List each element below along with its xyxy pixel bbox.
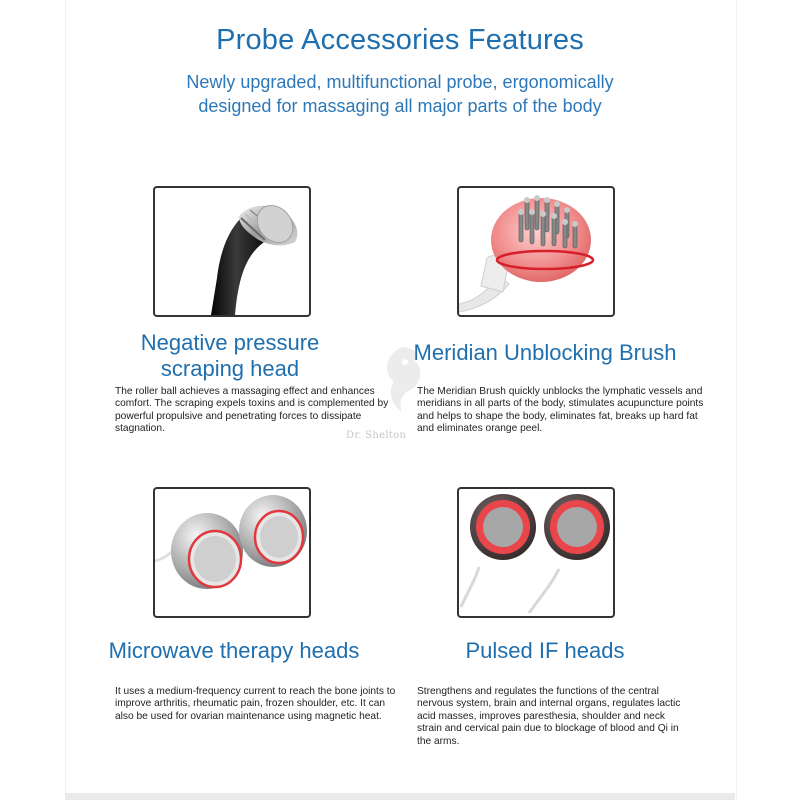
meridian-brush-description: The Meridian Brush quickly unblocks the lymphatic vessels and meridians in all parts of the body, stimulates acupuncture points and helps to shape the body, eliminates fat, breaks up hard fat and eliminates orange peel.	[417, 386, 704, 435]
scraping-head-heading	[122, 330, 338, 382]
page-subtitle	[150, 70, 650, 118]
pulsed-if-heads-icon	[459, 489, 613, 616]
bottom-strip	[65, 793, 735, 800]
microwave-heads-description: It uses a medium-frequency current to reach the bone joints to improve arthritis, rheumatic pain, frozen shoulder, etc. It can also be used for ovarian maintenance using magnetic heat.	[115, 686, 396, 722]
scraping-head-heading-line-2: scraping head	[160, 356, 300, 381]
microwave-therapy-heads-icon	[155, 489, 309, 616]
page-title: Probe Accessories Features	[216, 24, 584, 56]
meridian-brush-image-frame	[457, 186, 615, 317]
meridian-brush-icon	[459, 188, 613, 315]
watermark-text: Dr. Shelton	[346, 430, 407, 441]
microwave-heads-image-frame	[153, 487, 311, 618]
pulsed-if-heads-image-frame	[457, 487, 615, 618]
scraping-head-heading-line-1: Negative pressure	[140, 330, 320, 355]
negative-pressure-scraping-head-icon	[155, 188, 309, 315]
meridian-brush-heading: Meridian Unblocking Brush	[413, 340, 677, 365]
pulsed-if-heads-description: Strengthens and regulates the functions of the central nervous system, brain and internal organs, regulates lactic acid masses, improves paresthesia, shoulder and neck strain and cervical pain due to blockage of blood and Qi in the arms.	[417, 686, 681, 747]
microwave-heads-heading: Microwave therapy heads	[108, 638, 360, 663]
subtitle-line-2: designed for massaging all major parts of the body	[198, 96, 602, 116]
scraping-head-image-frame	[153, 186, 311, 317]
subtitle-line-1: Newly upgraded, multifunctional probe, ergonomically	[186, 72, 614, 92]
pulsed-if-heads-heading: Pulsed IF heads	[465, 638, 625, 663]
scraping-head-description: The roller ball achieves a massaging effect and enhances comfort. The scraping expels toxins and is complemented by powerful propulsive and penetrating forces to dissipate stagnation.	[115, 386, 389, 435]
